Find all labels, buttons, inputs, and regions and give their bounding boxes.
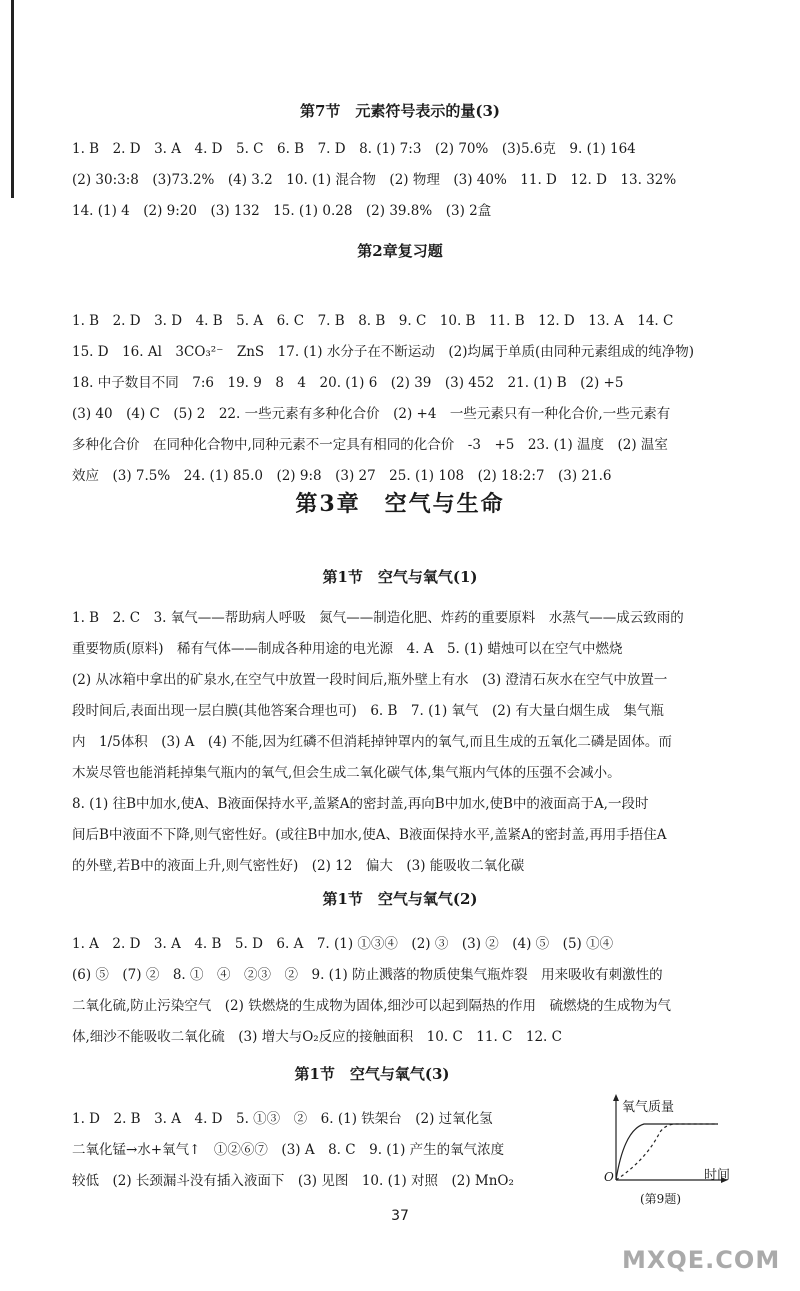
answer-line: 1. B 2. D 3. D 4. B 5. A 6. C 7. B 8. B 9. C 10. B 11. B 12. D 13. A 14. C bbox=[72, 313, 674, 329]
graph-origin-label: O bbox=[604, 1170, 614, 1184]
answer-line: (2) 30:3:8 (3)73.2% (4) 3.2 10. (1) 混合物 (2) 物理 (3) 40% 11. D 12. D 13. 32% bbox=[72, 172, 677, 188]
answer-line: 1. B 2. C 3. 氧气——帮助病人呼吸 氮气——制造化肥、炸药的重要原料 水蒸气——成云致雨的 bbox=[72, 610, 684, 626]
graph-y-label: 氧气质量 bbox=[622, 1100, 675, 1115]
answer-line: 二氧化锰→水+氧气↑ ①②⑥⑦ (3) A 8. C 9. (1) 产生的氧气浓度 bbox=[72, 1142, 505, 1158]
section-title-1-2: 第1节 空气与氧气(2) bbox=[322, 890, 478, 908]
binding-line bbox=[11, 0, 14, 198]
answer-line: 1. D 2. B 3. A 4. D 5. ①③ ② 6. (1) 铁架台 (2) 过氧化氢 bbox=[72, 1111, 493, 1127]
answer-line: 间后B中液面不下降,则气密性好。(或往B中加水,使A、B液面保持水平,盖紧A的密封盖,再用手捂住A bbox=[72, 827, 667, 843]
section-title-7-3: 第7节 元素符号表示的量(3) bbox=[299, 102, 501, 120]
answer-line: (6) ⑤ (7) ② 8. ① ④ ②③ ② 9. (1) 防止溅落的物质使集气瓶炸裂 用来吸收有刺激性的 bbox=[72, 967, 663, 983]
solid-curve bbox=[616, 1124, 718, 1180]
answer-line: 内 1/5体积 (3) A (4) 不能,因为红磷不但消耗掉钟罩内的氧气,而且生成的五氧化二磷是固体。而 bbox=[72, 734, 672, 750]
answer-line: 8. (1) 往B中加水,使A、B液面保持水平,盖紧A的密封盖,再向B中加水,使B中的液面高于A,一段时 bbox=[72, 796, 649, 812]
answer-line: 15. D 16. Al 3CO₃²⁻ ZnS 17. (1) 水分子在不断运动 (2)均属于单质(由同种元素组成的纯净物) bbox=[72, 344, 695, 360]
section-title-1-1: 第1节 空气与氧气(1) bbox=[322, 568, 478, 586]
answer-line: 效应 (3) 7.5% 24. (1) 85.0 (2) 9:8 (3) 27 25. (1) 108 (2) 18:2:7 (3) 21.6 bbox=[72, 468, 612, 484]
answer-line: 段时间后,表面出现一层白膜(其他答案合理也可) 6. B 7. (1) 氧气 (2) 有大量白烟生成 集气瓶 bbox=[72, 703, 664, 719]
figure-caption: (第9题) bbox=[640, 1192, 681, 1206]
section-answers-7-3 bbox=[72, 134, 732, 227]
section-title-1-3: 第1节 空气与氧气(3) bbox=[294, 1065, 450, 1083]
section-answers-1-3 bbox=[72, 1104, 612, 1197]
chapter-title: 第3章 空气与生命 bbox=[295, 491, 505, 517]
y-axis-arrow-icon bbox=[613, 1094, 619, 1101]
watermark-text: MXQE.COM bbox=[622, 1246, 781, 1274]
dashed-curve bbox=[616, 1124, 718, 1180]
answer-line: 1. B 2. D 3. A 4. D 5. C 6. B 7. D 8. (1) 7:3 (2) 70% (3)5.6克 9. (1) 164 bbox=[72, 141, 636, 157]
answer-line: 1. A 2. D 3. A 4. B 5. D 6. A 7. (1) ①③④ (2) ③ (3) ② (4) ⑤ (5) ①④ bbox=[72, 936, 614, 952]
section-answers-1-1 bbox=[72, 603, 732, 882]
answer-line: 二氧化硫,防止污染空气 (2) 铁燃烧的生成物为固体,细沙可以起到隔热的作用 硫燃烧的生成物为气 bbox=[72, 998, 671, 1014]
answer-line: 重要物质(原料) 稀有气体——制成各种用途的电光源 4. A 5. (1) 蜡烛可以在空气中燃烧 bbox=[72, 641, 623, 657]
answer-line: 较低 (2) 长颈漏斗没有插入液面下 (3) 见图 10. (1) 对照 (2) MnO₂ bbox=[72, 1173, 514, 1189]
answer-line: 18. 中子数目不同 7:6 19. 9 8 4 20. (1) 6 (2) 39 (3) 452 21. (1) B (2) +5 bbox=[72, 375, 624, 391]
section-answers-chapter2-review bbox=[72, 306, 732, 492]
section-answers-1-2 bbox=[72, 929, 732, 1053]
answer-line: 木炭尽管也能消耗掉集气瓶内的氧气,但会生成二氧化碳气体,集气瓶内气体的压强不会减小。 bbox=[72, 765, 621, 781]
answer-line: 多种化合价 在同种化合物中,同种元素不一定具有相同的化合价 -3 +5 23. (1) 温度 (2) 温室 bbox=[72, 437, 668, 453]
answer-line: 的外壁,若B中的液面上升,则气密性好) (2) 12 偏大 (3) 能吸收二氧化碳 bbox=[72, 858, 525, 874]
answer-line: (3) 40 (4) C (5) 2 22. 一些元素有多种化合价 (2) +4 一些元素只有一种化合价,一些元素有 bbox=[72, 406, 671, 422]
page-number: 37 bbox=[391, 1208, 409, 1224]
graph-x-label: 时间 bbox=[704, 1168, 731, 1183]
answer-line: 14. (1) 4 (2) 9:20 (3) 132 15. (1) 0.28 (2) 39.8% (3) 2盒 bbox=[72, 203, 492, 219]
section-title-chapter2-review: 第2章复习题 bbox=[357, 242, 443, 260]
answer-line: 体,细沙不能吸收二氧化硫 (3) 增大与O₂反应的接触面积 10. C 11. C 12. C bbox=[72, 1029, 562, 1045]
answer-line: (2) 从冰箱中拿出的矿泉水,在空气中放置一段时间后,瓶外壁上有水 (3) 澄清石灰水在空气中放置一 bbox=[72, 672, 668, 688]
